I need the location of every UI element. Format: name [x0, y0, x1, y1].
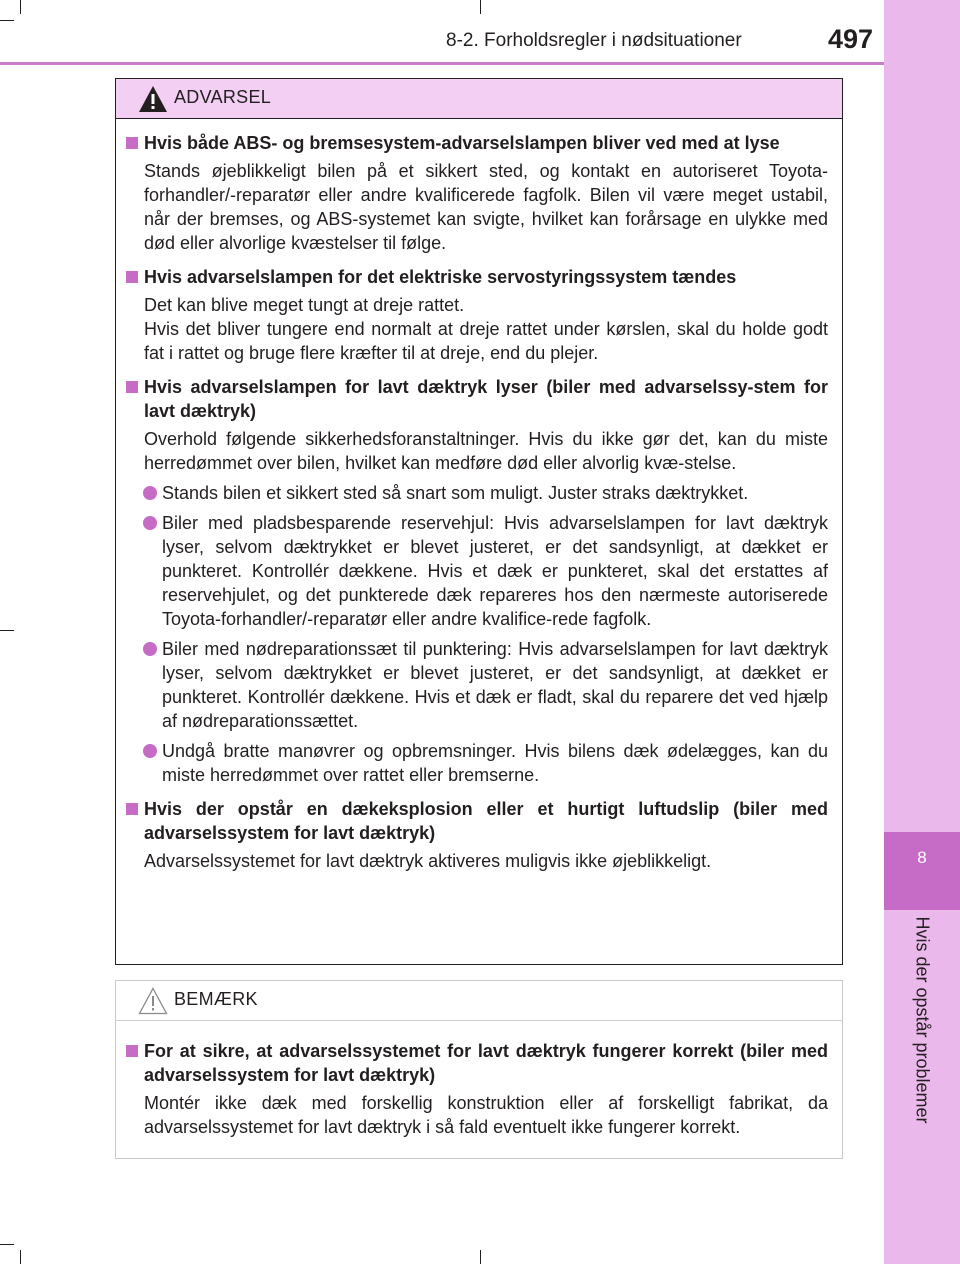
- square-bullet-icon: [126, 803, 138, 815]
- chapter-title: Hvis der opstår problemer: [912, 916, 933, 1124]
- notice-body: [116, 1021, 842, 1139]
- crop-mark: [20, 1250, 21, 1264]
- paragraph: Montér ikke dæk med forskellig konstruktion eller af forskelligt fabrikat, da advarselssystemet for lavt dæktryk i så fald eventuelt ikke fungerer korrekt.: [144, 1093, 828, 1137]
- warning-title: ADVARSEL: [174, 87, 272, 107]
- notice-title: BEMÆRK: [174, 989, 258, 1009]
- crop-mark: [480, 0, 481, 14]
- round-bullet-icon: [143, 642, 157, 656]
- warning-box: [115, 78, 843, 965]
- round-bullet-icon: [143, 516, 157, 530]
- chapter-number-box: [884, 832, 960, 910]
- page-number: 497: [828, 24, 874, 54]
- crop-mark: [0, 630, 14, 631]
- warning-item-heading: Hvis der opstår en dækeksplosion eller et hurtigt luftudslip (biler med advarselssystem for lavt dæktryk): [126, 797, 828, 845]
- round-bullet-icon: [143, 744, 157, 758]
- paragraph: Det kan blive meget tungt at dreje rattet.: [144, 295, 465, 315]
- crop-mark: [20, 0, 21, 14]
- square-bullet-icon: [126, 381, 138, 393]
- crop-mark: [0, 1244, 14, 1245]
- paragraph: Overhold følgende sikkerhedsforanstaltninger. Hvis du ikke gør det, kan du miste herredømmet over bilen, hvilket kan medføre død eller alvorlig kvæ-stelse.: [144, 429, 828, 473]
- notice-item-heading: For at sikre, at advarselssystemet for lavt dæktryk fungerer korrekt (biler med advarselssystem for lavt dæktryk): [126, 1039, 828, 1087]
- crop-mark: [480, 1250, 481, 1264]
- square-bullet-icon: [126, 271, 138, 283]
- warning-header: [116, 79, 842, 119]
- header-rule: [0, 62, 884, 65]
- caution-triangle-icon: [138, 987, 168, 1015]
- list-item: Undgå bratte manøvrer og opbremsninger. Hvis bilens dæk ødelægges, kan du miste herredømmet over rattet eller bremserne.: [126, 739, 828, 787]
- list-item: Stands bilen et sikkert sted så snart som muligt. Juster straks dæktrykket.: [126, 481, 828, 505]
- list-item: Biler med nødreparationssæt til punktering: Hvis advarselslampen for lavt dæktryk lyser, selvom dæktrykket er blevet justeret, er det sandsynligt, at dækket er punkteret. Kontrollér dækkene. Hvis et dæk er fladt, skal du reparere det ved hjælp af nødreparationssættet.: [126, 637, 828, 733]
- chapter-number: 8: [917, 848, 927, 867]
- warning-item-heading: Hvis både ABS- og bremsesystem-advarselslampen bliver ved med at lyse: [126, 131, 828, 155]
- square-bullet-icon: [126, 137, 138, 149]
- warning-item-heading: Hvis advarselslampen for lavt dæktryk lyser (biler med advarselssy-stem for lavt dæktryk): [126, 375, 828, 423]
- round-bullet-icon: [143, 486, 157, 500]
- paragraph: Stands øjeblikkeligt bilen på et sikkert sted, og kontakt en autoriseret Toyota-forhandler/-reparatør eller andre kvalificerede fagfolk. Bilen vil være meget ustabil, når der bremses, og ABS-systemet kan svigte, hvilket kan forårsage en ulykke med død eller alvorlige kvæstelser til følge.: [144, 161, 828, 253]
- warning-item-heading: Hvis advarselslampen for det elektriske servostyringssystem tændes: [126, 265, 828, 289]
- crop-mark: [0, 20, 14, 21]
- paragraph: Hvis det bliver tungere end normalt at dreje rattet under kørslen, skal du holde godt fat i rattet og bruge flere kræfter til at dreje, end du plejer.: [144, 319, 828, 363]
- warning-triangle-icon: [138, 85, 168, 113]
- warning-body: [116, 119, 842, 873]
- square-bullet-icon: [126, 1045, 138, 1057]
- paragraph: Advarselssystemet for lavt dæktryk aktiveres muligvis ikke øjeblikkeligt.: [144, 851, 712, 871]
- notice-box: [115, 980, 843, 1159]
- list-item: Biler med pladsbesparende reservehjul: Hvis advarselslampen for lavt dæktryk lyser, selvom dæktrykket er blevet justeret, er det sandsynligt, at dækket er punkteret. Kontrollér dækkene. Hvis et dæk er punkteret, skal det erstattes af reservehjulet, og det punkterede dæk repareres hos den nærmeste autoriserede Toyota-forhandler/-reparatør eller andre kvalifice-rede fagfolk.: [126, 511, 828, 631]
- notice-header: [116, 981, 842, 1021]
- section-title: 8-2. Forholdsregler i nødsituationer: [446, 30, 742, 51]
